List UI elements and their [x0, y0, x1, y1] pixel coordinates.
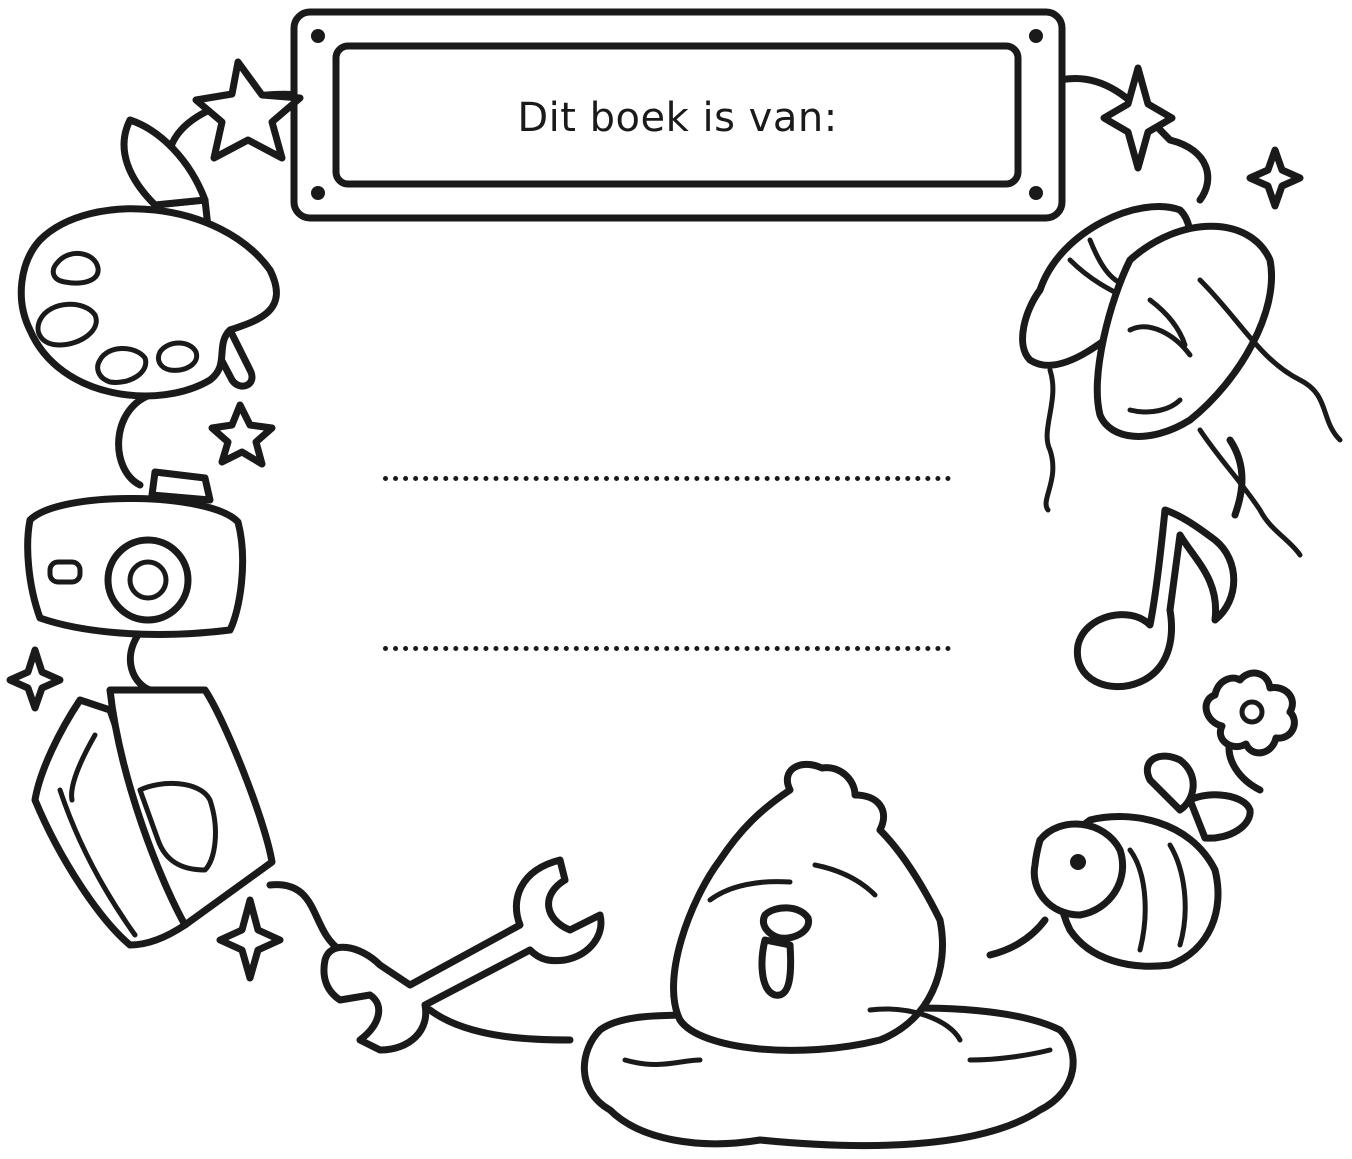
- screw-icon: [1029, 186, 1043, 200]
- flower-icon: [1206, 673, 1294, 753]
- screw-icon: [311, 29, 325, 43]
- sparkle-icon: [1250, 150, 1300, 206]
- name-line-2[interactable]: [383, 646, 951, 651]
- wrench-icon: [324, 860, 601, 1050]
- screw-icon: [1029, 29, 1043, 43]
- book-icon: [35, 690, 272, 945]
- music-note-icon: [1077, 510, 1233, 687]
- name-line-1[interactable]: [383, 476, 951, 481]
- bee-icon: [1034, 756, 1250, 966]
- sparkle-icon: [220, 900, 280, 978]
- ballet-shoes-icon: [1023, 207, 1340, 555]
- sparkle-icon: [10, 650, 60, 708]
- sparkle-icon: [1104, 68, 1172, 168]
- bee-eye-icon: [1070, 854, 1086, 870]
- nameplate-title: Dit boek is van:: [517, 95, 838, 141]
- screw-icon: [311, 186, 325, 200]
- camera-icon: [28, 472, 243, 634]
- star-icon: [196, 62, 300, 158]
- star-icon: [212, 405, 272, 464]
